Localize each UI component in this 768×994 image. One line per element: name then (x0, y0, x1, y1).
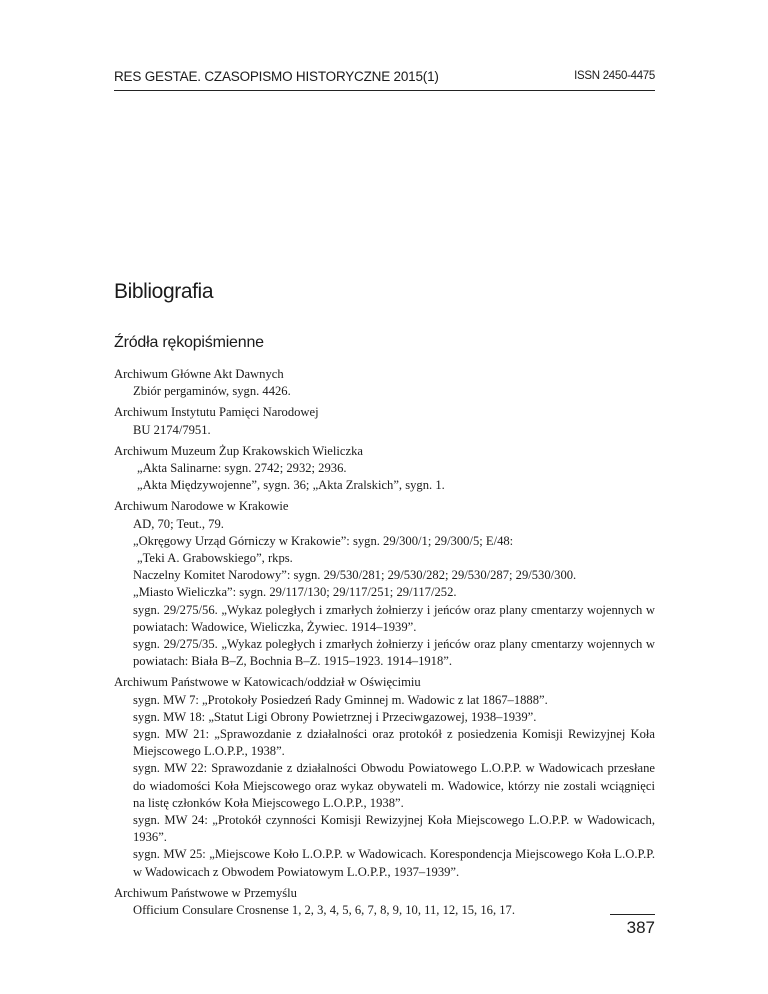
archive-name: Archiwum Państwowe w Przemyślu (114, 885, 297, 900)
page-number-rule (610, 914, 655, 915)
bibliography-entry (114, 443, 655, 495)
running-header (114, 64, 655, 91)
archive-item: Zbiór pergaminów, sygn. 4426. (133, 384, 291, 399)
bibliography-entry (114, 885, 655, 919)
archive-item: „Teki A. Grabowskiego”, rkps. (137, 551, 293, 566)
bibliography-entry (114, 498, 655, 670)
archive-item: „Miasto Wieliczka”: sygn. 29/117/130; 29/117/251; 29/117/252. (133, 585, 457, 600)
archive-name: Archiwum Instytutu Pamięci Narodowej (114, 405, 319, 420)
archive-name: Archiwum Muzeum Żup Krakowskich Wieliczka (114, 443, 363, 458)
archive-name: Archiwum Główne Akt Dawnych (114, 367, 284, 381)
archive-item: „Akta Salinarne: sygn. 2742; 2932; 2936. (137, 461, 347, 476)
archive-item: „Okręgowy Urząd Górniczy w Krakowie”: sygn. 29/300/1; 29/300/5; E/48: (133, 533, 514, 548)
page-number: 387 (626, 918, 655, 937)
subsection-heading: Źródła rękopiśmienne (114, 334, 264, 351)
archive-item: sygn. 29/275/56. „Wykaz poległych i zmarłych żołnierzy i jeńców oraz plany cmentarzy wojennych w powiatach: Wadowice, Wieliczka, Żywiec. 1914–1939”. (133, 602, 655, 634)
bibliography-entry (114, 674, 655, 880)
bibliography-list (114, 366, 655, 923)
archive-item: AD, 70; Teut., 79. (133, 516, 224, 531)
archive-item: sygn. MW 21: „Sprawozdanie z działalności oraz protokół z posiedzenia Komisji Rewizyjnej Koła Miejscowego L.O.P.P., 1938”. (133, 727, 655, 759)
archive-item: sygn. MW 7: „Protokoły Posiedzeń Rady Gminnej m. Wadowic z lat 1867–1888”. (133, 692, 548, 707)
archive-item: Naczelny Komitet Narodowy”: sygn. 29/530/281; 29/530/282; 29/530/287; 29/530/300. (133, 568, 577, 583)
archive-item: sygn. MW 22: Sprawozdanie z działalności Obwodu Powiatowego L.O.P.P. w Wadowicach przesłane do wiadomości Koła Miejscowego oraz wykaz obywateli m. Wadowice, którzy nie zostali wciągnięci na listę członków Koła Miejscowego L.O.P.P., 1938”. (133, 761, 655, 810)
archive-item: sygn. MW 24: „Protokół czynności Komisji Rewizyjnej Koła Miejscowego L.O.P.P. w Wadowicach, 1936”. (133, 813, 655, 845)
archive-item: „Akta Międzywojenne”, sygn. 36; „Akta Zralskich”, sygn. 1. (137, 478, 445, 493)
archive-name: Archiwum Narodowe w Krakowie (114, 499, 289, 514)
archive-item: sygn. 29/275/35. „Wykaz poległych i zmarłych żołnierzy i jeńców oraz plany cmentarzy wojennych w powiatach: Biała B–Z, Bochnia B–Z. 1915–1923. 1914–1918”. (133, 637, 655, 669)
section-heading: Bibliografia (114, 280, 214, 303)
journal-title: RES GESTAE. CZASOPISMO HISTORYCZNE 2015(1) (114, 69, 439, 84)
bibliography-entry (114, 404, 655, 438)
archive-name: Archiwum Państwowe w Katowicach/oddział w Oświęcimiu (114, 675, 421, 690)
archive-item: Officium Consulare Crosnense 1, 2, 3, 4, 5, 6, 7, 8, 9, 10, 11, 12, 15, 16, 17. (133, 903, 515, 918)
archive-item: sygn. MW 18: „Statut Ligi Obrony Powietrznej i Przeciwgazowej, 1938–1939”. (133, 709, 537, 724)
issn-label: ISSN 2450-4475 (574, 70, 655, 82)
bibliography-entry (114, 366, 655, 400)
archive-item: BU 2174/7951. (133, 422, 211, 437)
archive-item: sygn. MW 25: „Miejscowe Koło L.O.P.P. w Wadowicach. Korespondencja Miejscowego Koła L.O.P.P. w Wadowicach z Obwodem Powiatowym L.O.P.P., 1937–1939”. (133, 847, 655, 879)
